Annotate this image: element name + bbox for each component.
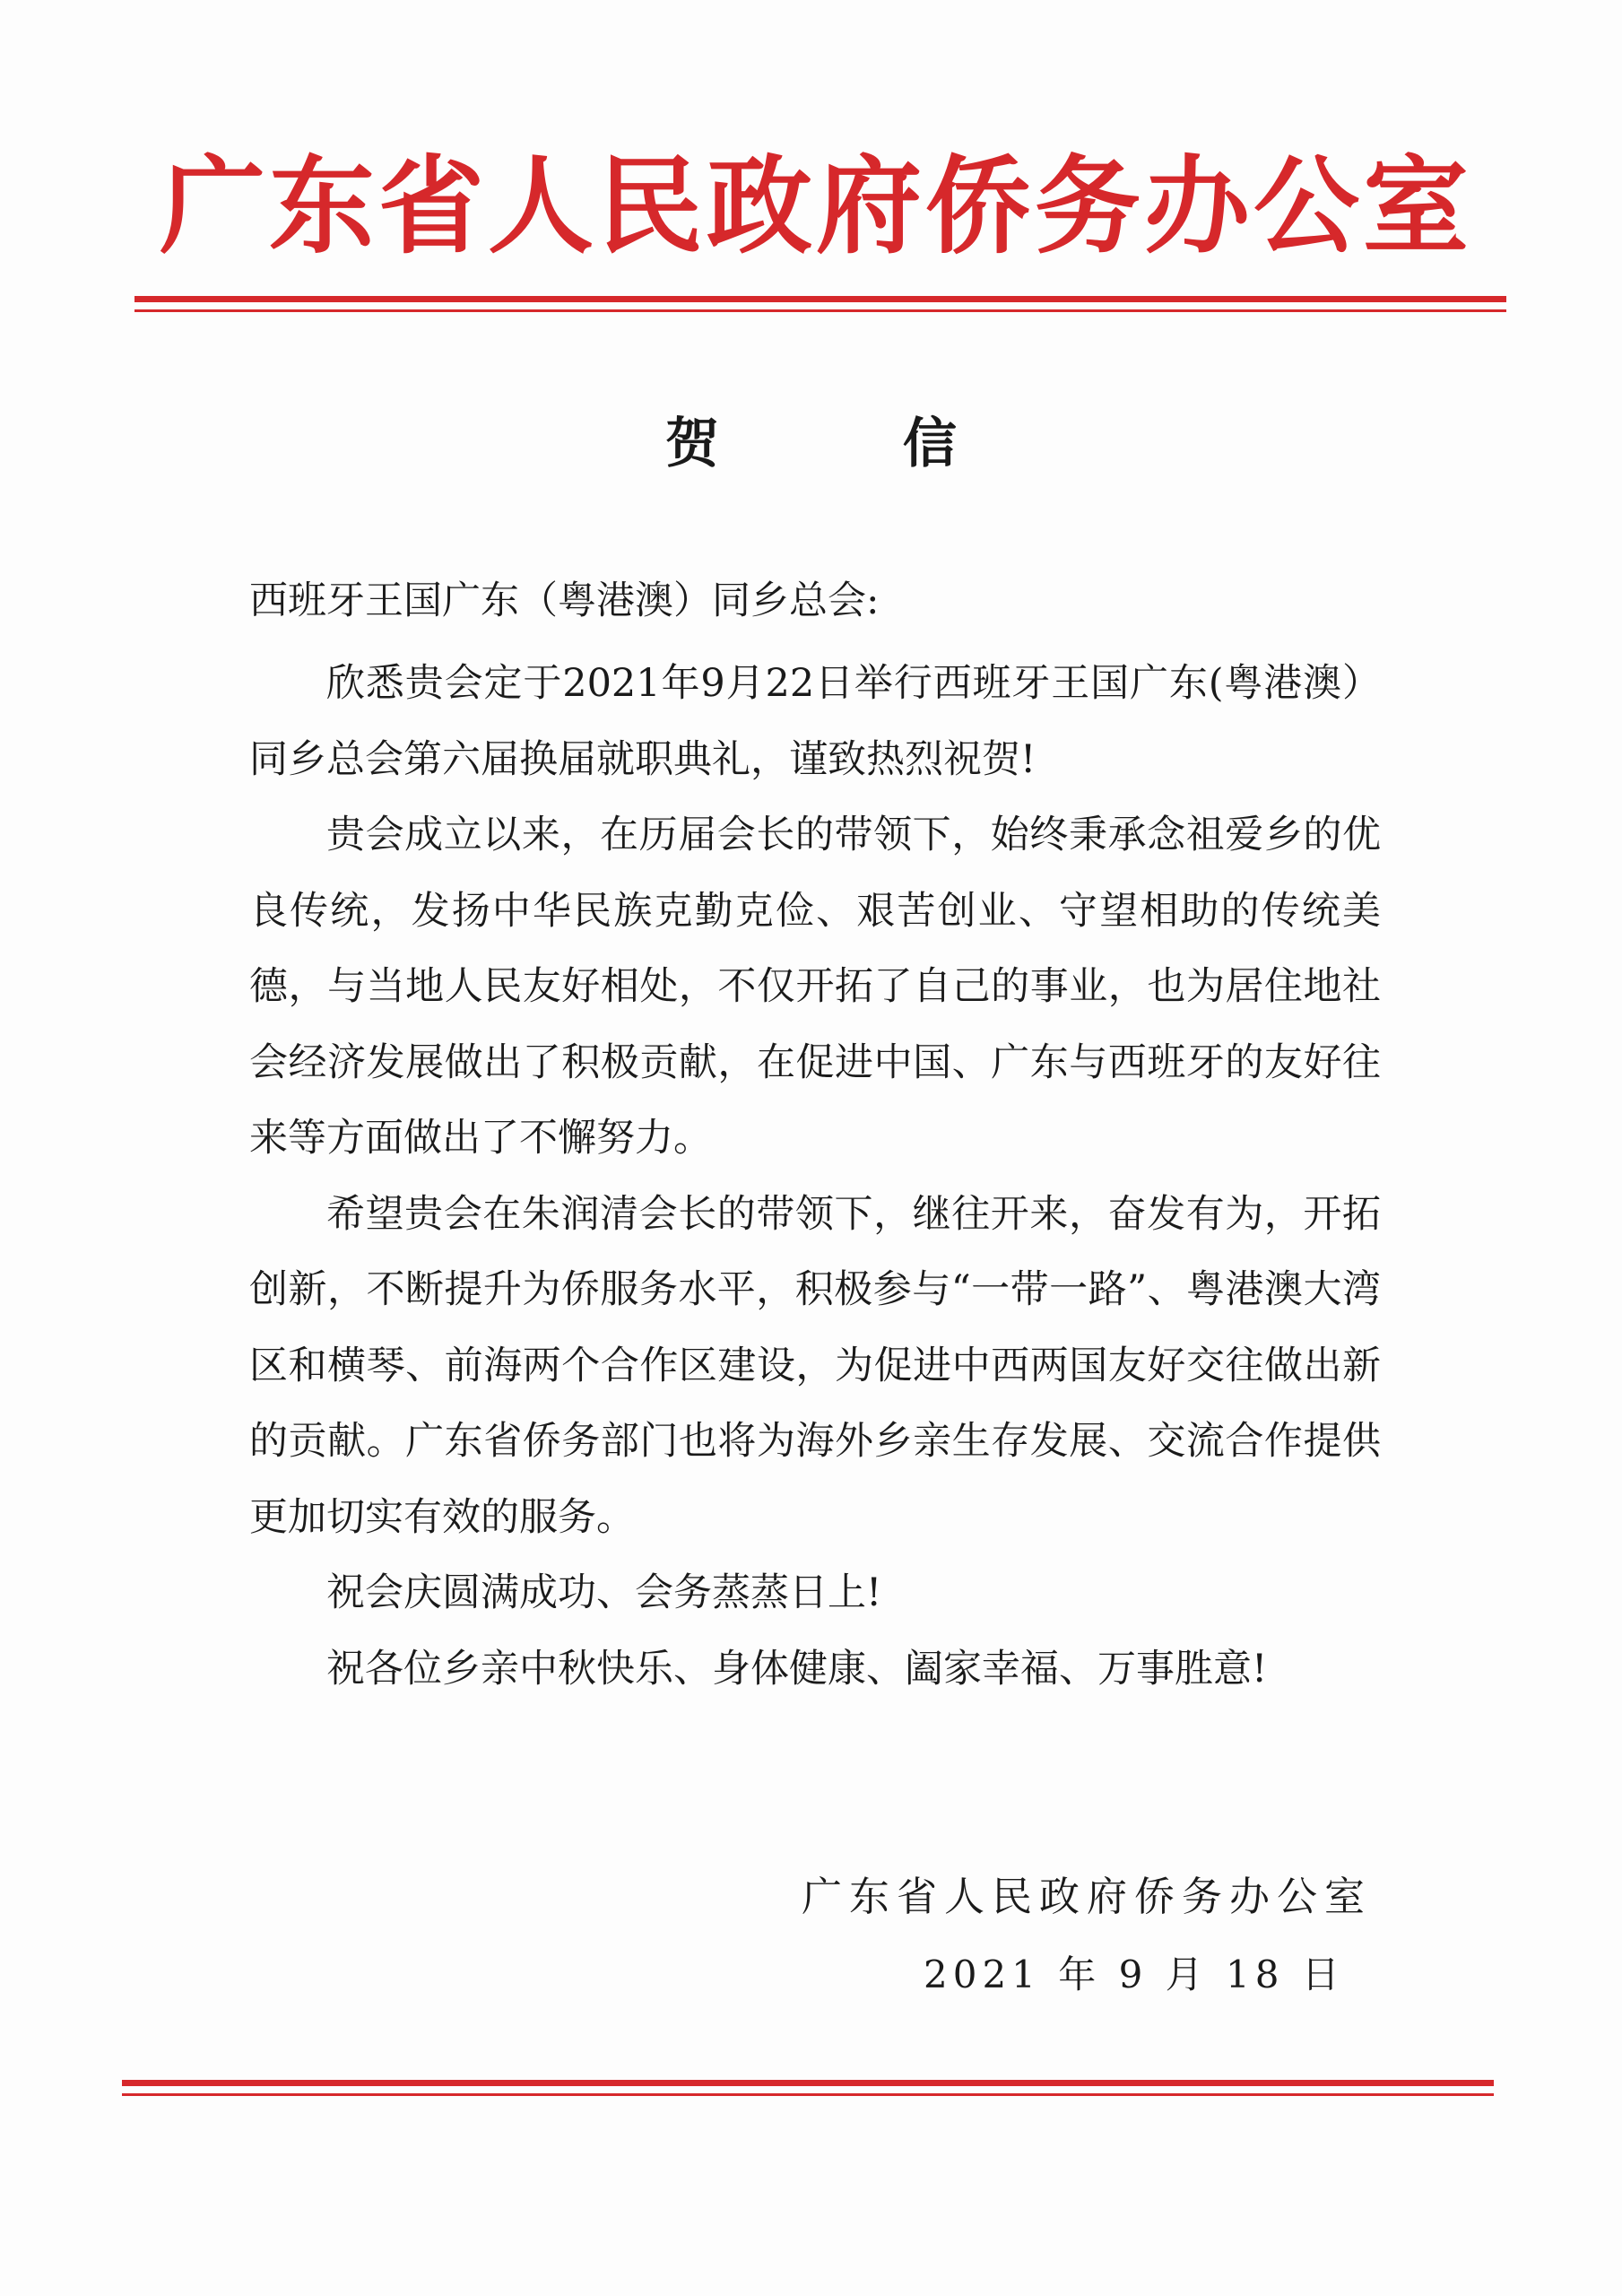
footer-rule-thick	[122, 2080, 1494, 2086]
letter-title: 贺 信	[665, 413, 1039, 475]
closing-wish: 祝各位乡亲中秋快乐、身体健康、阖家幸福、万事胜意!	[326, 1646, 1268, 1692]
closing-wish: 祝会庆圆满成功、会务蒸蒸日上!	[326, 1570, 882, 1615]
letterhead-org-name: 广东省人民政府侨务办公室	[159, 144, 1472, 268]
letterhead-rule-thin	[134, 309, 1506, 312]
signature-date: 2021 年 9 月 18 日	[924, 1952, 1345, 1996]
body-paragraph: 贵会成立以来，在历届会长的带领下，始终秉承念祖爱乡的优良传统，发扬中华民族克勤克俭、艰苦创业、守望相助的传统美德，与当地人民友好相处，不仅开拓了自己的事业，也为居住地社会经济发展做出了积极贡献，在促进中国、广东与西班牙的友好往来等方面做出了不懈努力。	[249, 813, 1381, 1161]
body-paragraph: 希望贵会在朱润清会长的带领下，继往开来，奋发有为，开拓创新，不断提升为侨服务水平，积极参与“一带一路”、粤港澳大湾区和横琴、前海两个合作区建设，为促进中西两国友好交往做出新的贡献。广东省侨务部门也将为海外乡亲生存发展、交流合作提供更加切实有效的服务。	[249, 1191, 1381, 1540]
body-paragraph: 欣悉贵会定于2021年9月22日举行西班牙王国广东(粤港澳）同乡总会第六届换届就职典礼，谨致热烈祝贺!	[249, 661, 1381, 782]
letterhead-rule-thick	[134, 296, 1506, 302]
letter-salutation: 西班牙王国广东（粤港澳）同乡总会:	[249, 578, 880, 623]
letter-body	[249, 646, 1381, 1707]
signature-organization: 广东省人民政府侨务办公室	[801, 1873, 1372, 1920]
footer-rule-thin	[122, 2093, 1494, 2096]
